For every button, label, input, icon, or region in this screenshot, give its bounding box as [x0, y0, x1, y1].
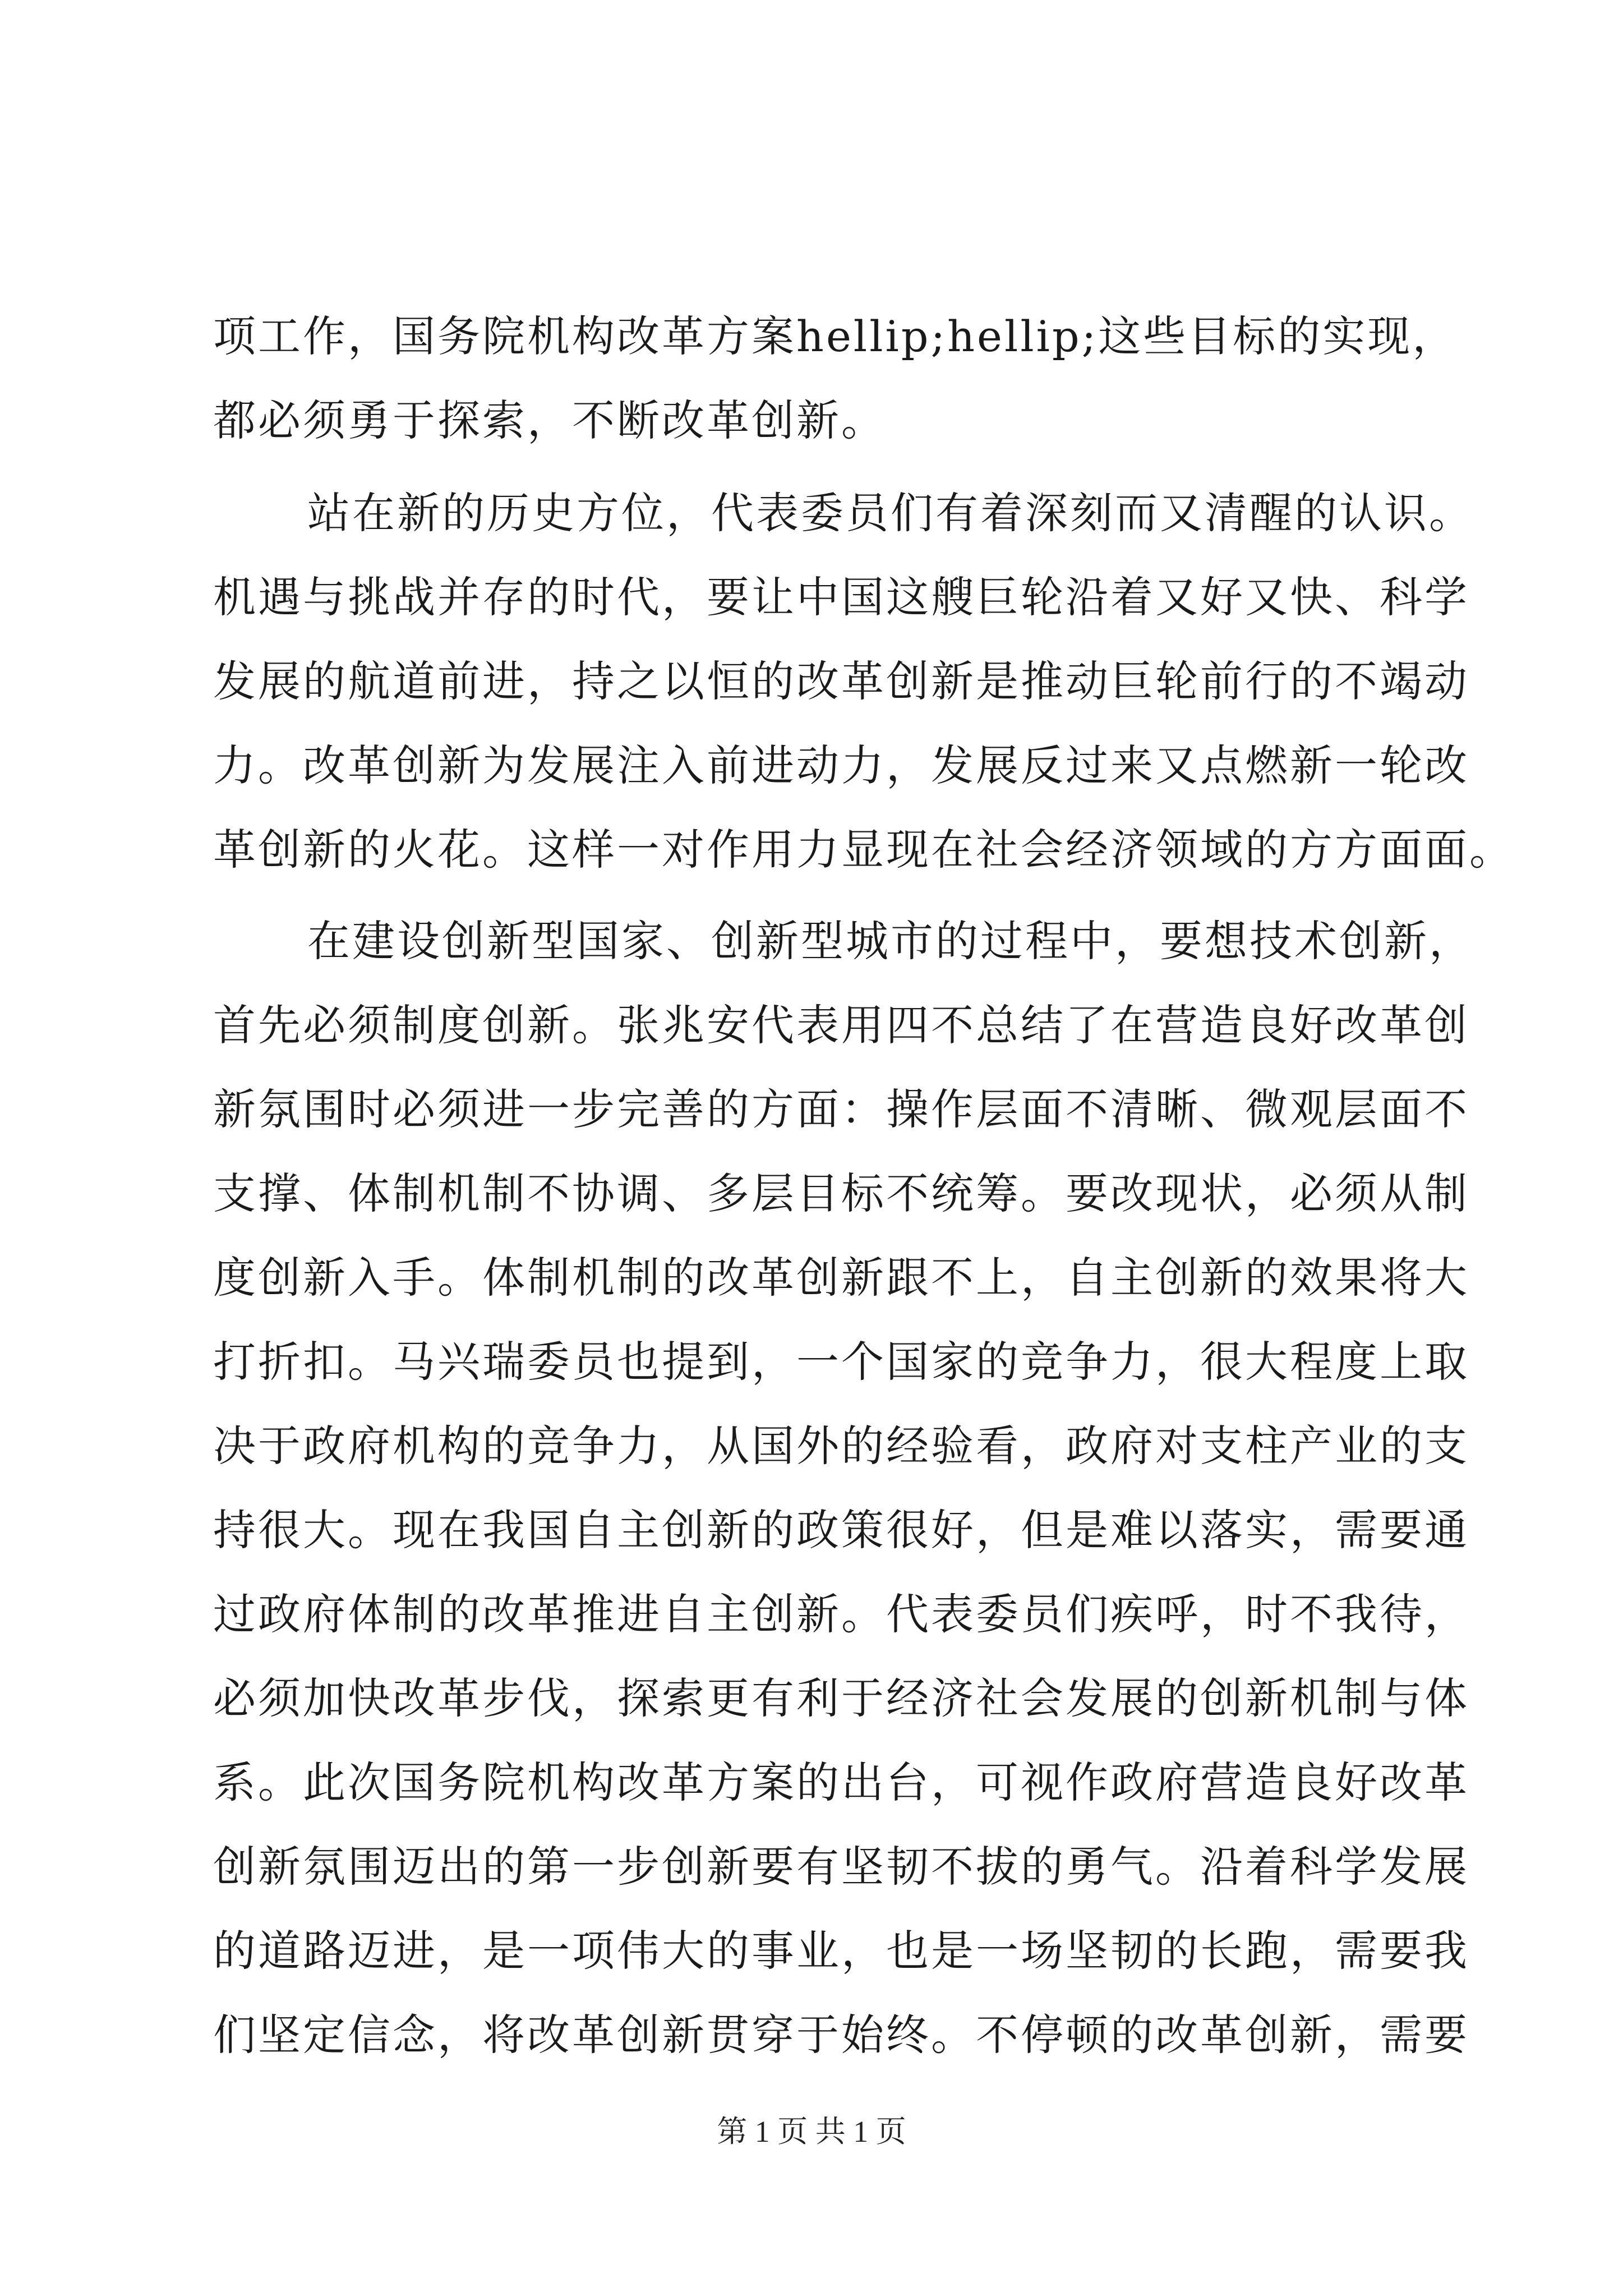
- page-number-footer: 第 1 页 共 1 页: [717, 2115, 906, 2148]
- text-line: 项工作，国务院机构改革方案hellip;hellip;这些目标的实现，: [213, 311, 1458, 361]
- text-line: 打折扣。马兴瑞委员也提到，一个国家的竞争力，很大程度上取: [213, 1337, 1469, 1387]
- text-line: 发展的航道前进，持之以恒的改革创新是推动巨轮前行的不竭动: [213, 656, 1469, 706]
- text-line: 支撑、体制机制不协调、多层目标不统筹。要改现状，必须从制: [213, 1168, 1469, 1218]
- text-line: 新氛围时必须进一步完善的方面：操作层面不清晰、微观层面不: [213, 1084, 1469, 1134]
- text-line: 首先必须制度创新。张兆安代表用四不总结了在营造良好改革创: [213, 1000, 1469, 1050]
- text-line: 持很大。现在我国自主创新的政策很好，但是难以落实，需要通: [213, 1505, 1469, 1555]
- text-line: 度创新入手。体制机制的改革创新跟不上，自主创新的效果将大: [213, 1253, 1469, 1303]
- text-line: 们坚定信念，将改革创新贯穿于始终。不停顿的改革创新，需要: [213, 2010, 1469, 2060]
- paragraph-first-line: 站在新的历史方位，代表委员们有着深刻而又清醒的认识。: [307, 488, 1474, 538]
- text-line: 系。此次国务院机构改革方案的出台，可视作政府营造良好改革: [213, 1757, 1469, 1807]
- text-line: 决于政府机构的竞争力，从国外的经验看，政府对支柱产业的支: [213, 1421, 1469, 1471]
- text-line: 力。改革创新为发展注入前进动力，发展反过来又点燃新一轮改: [213, 740, 1469, 790]
- text-line: 的道路迈进，是一项伟大的事业，也是一场坚韧的长跑，需要我: [213, 1926, 1469, 1976]
- text-line: 都必须勇于探索，不断改革创新。: [213, 395, 886, 445]
- text-line: 革创新的火花。这样一对作用力显现在社会经济领域的方方面面。: [213, 825, 1514, 875]
- text-line: 必须加快改革步伐，探索更有利于经济社会发展的创新机制与体: [213, 1673, 1469, 1723]
- text-line: 过政府体制的改革推进自主创新。代表委员们疾呼，时不我待，: [213, 1589, 1469, 1639]
- paragraph-first-line: 在建设创新型国家、创新型城市的过程中，要想技术创新，: [307, 916, 1474, 966]
- text-line: 创新氛围迈出的第一步创新要有坚韧不拔的勇气。沿着科学发展: [213, 1842, 1469, 1892]
- text-line: 机遇与挑战并存的时代，要让中国这艘巨轮沿着又好又快、科学: [213, 572, 1469, 622]
